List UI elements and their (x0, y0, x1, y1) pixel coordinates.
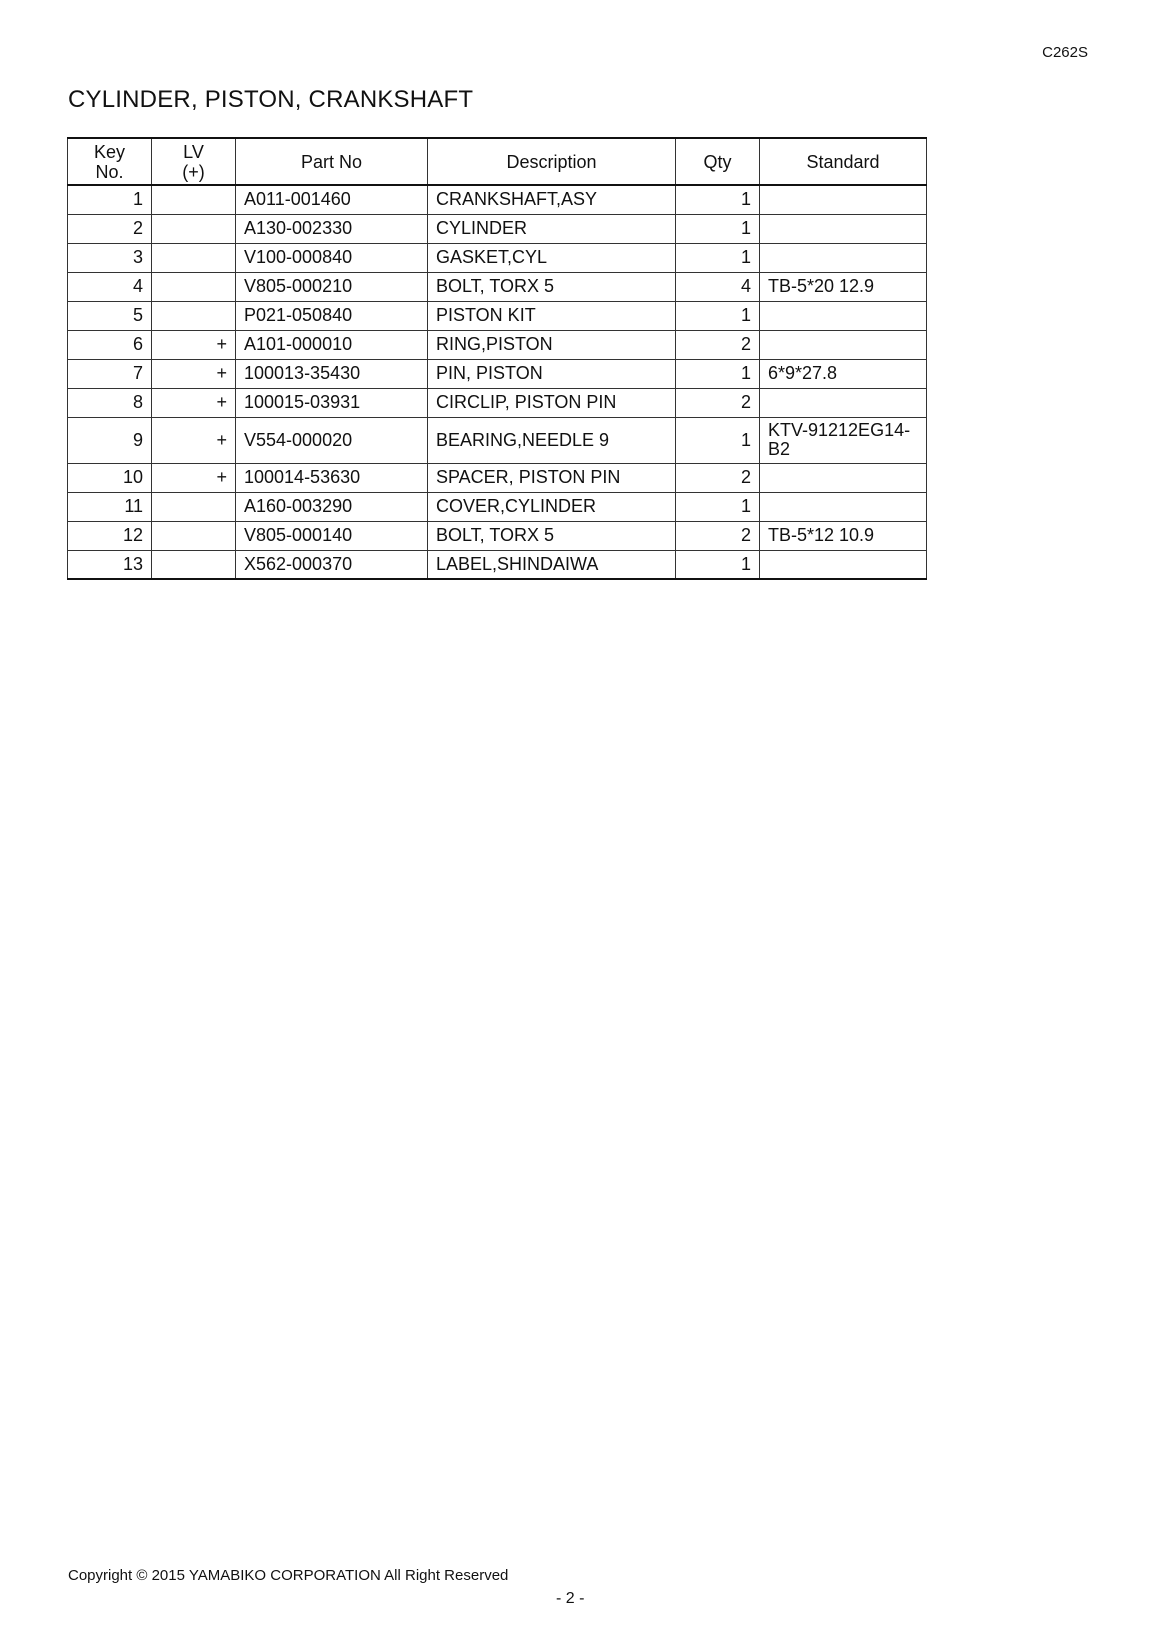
cell-qty: 1 (676, 550, 760, 579)
cell-standard (760, 185, 927, 214)
cell-lv (152, 185, 236, 214)
cell-description: RING,PISTON (428, 330, 676, 359)
cell-qty: 1 (676, 492, 760, 521)
header-key-line2: No. (95, 161, 124, 182)
cell-description: CIRCLIP, PISTON PIN (428, 388, 676, 417)
table-row (68, 272, 927, 301)
cell-standard (760, 492, 927, 521)
cell-key-no: 7 (68, 359, 152, 388)
cell-part-no: A160-003290 (236, 492, 428, 521)
header-key-line1: Key (93, 141, 126, 162)
table-row (68, 550, 927, 579)
cell-key-no: 8 (68, 388, 152, 417)
cell-lv: + (152, 330, 236, 359)
cell-part-no: X562-000370 (236, 550, 428, 579)
cell-part-no: A130-002330 (236, 214, 428, 243)
cell-description: CRANKSHAFT,ASY (428, 185, 676, 214)
cell-key-no: 9 (68, 417, 152, 463)
cell-part-no: V100-000840 (236, 243, 428, 272)
model-code: C262S (1042, 44, 1088, 61)
header-standard: Standard (760, 138, 927, 185)
cell-lv (152, 521, 236, 550)
table-row (68, 330, 927, 359)
cell-qty: 1 (676, 214, 760, 243)
cell-lv: + (152, 359, 236, 388)
cell-qty: 2 (676, 330, 760, 359)
cell-description: PIN, PISTON (428, 359, 676, 388)
table-header (68, 138, 927, 185)
cell-part-no: 100013-35430 (236, 359, 428, 388)
cell-lv (152, 214, 236, 243)
cell-qty: 1 (676, 301, 760, 330)
cell-standard (760, 550, 927, 579)
table-row (68, 521, 927, 550)
cell-key-no: 5 (68, 301, 152, 330)
cell-part-no: 100014-53630 (236, 463, 428, 492)
page-number: - 2 - (556, 1590, 585, 1607)
cell-description: SPACER, PISTON PIN (428, 463, 676, 492)
cell-key-no: 1 (68, 185, 152, 214)
cell-standard (760, 301, 927, 330)
cell-key-no: 6 (68, 330, 152, 359)
cell-lv: + (152, 463, 236, 492)
table-row (68, 492, 927, 521)
cell-qty: 2 (676, 463, 760, 492)
cell-part-no: V805-000140 (236, 521, 428, 550)
cell-description: PISTON KIT (428, 301, 676, 330)
cell-lv (152, 301, 236, 330)
table-body (68, 185, 927, 579)
cell-part-no: V554-000020 (236, 417, 428, 463)
header-lv (152, 138, 236, 185)
cell-key-no: 10 (68, 463, 152, 492)
header-lv-line1: LV (183, 141, 204, 162)
cell-key-no: 12 (68, 521, 152, 550)
cell-standard (760, 330, 927, 359)
cell-lv (152, 492, 236, 521)
header-part-no: Part No (236, 138, 428, 185)
cell-key-no: 4 (68, 272, 152, 301)
cell-key-no: 13 (68, 550, 152, 579)
header-description: Description (428, 138, 676, 185)
cell-part-no: P021-050840 (236, 301, 428, 330)
cell-standard (760, 214, 927, 243)
copyright-notice: Copyright © 2015 YAMABIKO CORPORATION All Right Reserved (68, 1567, 509, 1584)
cell-qty: 2 (676, 388, 760, 417)
table-row (68, 417, 927, 463)
cell-key-no: 11 (68, 492, 152, 521)
cell-standard: TB-5*20 12.9 (760, 272, 927, 301)
cell-description: BOLT, TORX 5 (428, 272, 676, 301)
page-title: CYLINDER, PISTON, CRANKSHAFT (68, 86, 474, 113)
table-row (68, 463, 927, 492)
cell-qty: 2 (676, 521, 760, 550)
cell-part-no: 100015-03931 (236, 388, 428, 417)
cell-standard (760, 243, 927, 272)
cell-standard (760, 463, 927, 492)
cell-description: COVER,CYLINDER (428, 492, 676, 521)
cell-description: BOLT, TORX 5 (428, 521, 676, 550)
table-row (68, 243, 927, 272)
cell-lv: + (152, 417, 236, 463)
header-lv-line2: (+) (182, 161, 205, 182)
header-row (68, 138, 927, 185)
cell-description: CYLINDER (428, 214, 676, 243)
table-row (68, 214, 927, 243)
cell-description: LABEL,SHINDAIWA (428, 550, 676, 579)
header-qty: Qty (676, 138, 760, 185)
cell-lv (152, 272, 236, 301)
cell-standard (760, 388, 927, 417)
cell-description: GASKET,CYL (428, 243, 676, 272)
cell-part-no: V805-000210 (236, 272, 428, 301)
cell-qty: 1 (676, 185, 760, 214)
cell-standard: 6*9*27.8 (760, 359, 927, 388)
cell-key-no: 3 (68, 243, 152, 272)
cell-lv: + (152, 388, 236, 417)
cell-standard: TB-5*12 10.9 (760, 521, 927, 550)
cell-lv (152, 243, 236, 272)
cell-standard: KTV-91212EG14-B2 (760, 417, 927, 463)
table-row (68, 388, 927, 417)
header-key-no (68, 138, 152, 185)
table-row (68, 359, 927, 388)
cell-part-no: A011-001460 (236, 185, 428, 214)
cell-lv (152, 550, 236, 579)
cell-key-no: 2 (68, 214, 152, 243)
cell-qty: 1 (676, 359, 760, 388)
cell-part-no: A101-000010 (236, 330, 428, 359)
cell-qty: 1 (676, 243, 760, 272)
parts-table (67, 137, 927, 580)
cell-qty: 1 (676, 417, 760, 463)
table-row (68, 301, 927, 330)
table-row (68, 185, 927, 214)
cell-qty: 4 (676, 272, 760, 301)
cell-description: BEARING,NEEDLE 9 (428, 417, 676, 463)
